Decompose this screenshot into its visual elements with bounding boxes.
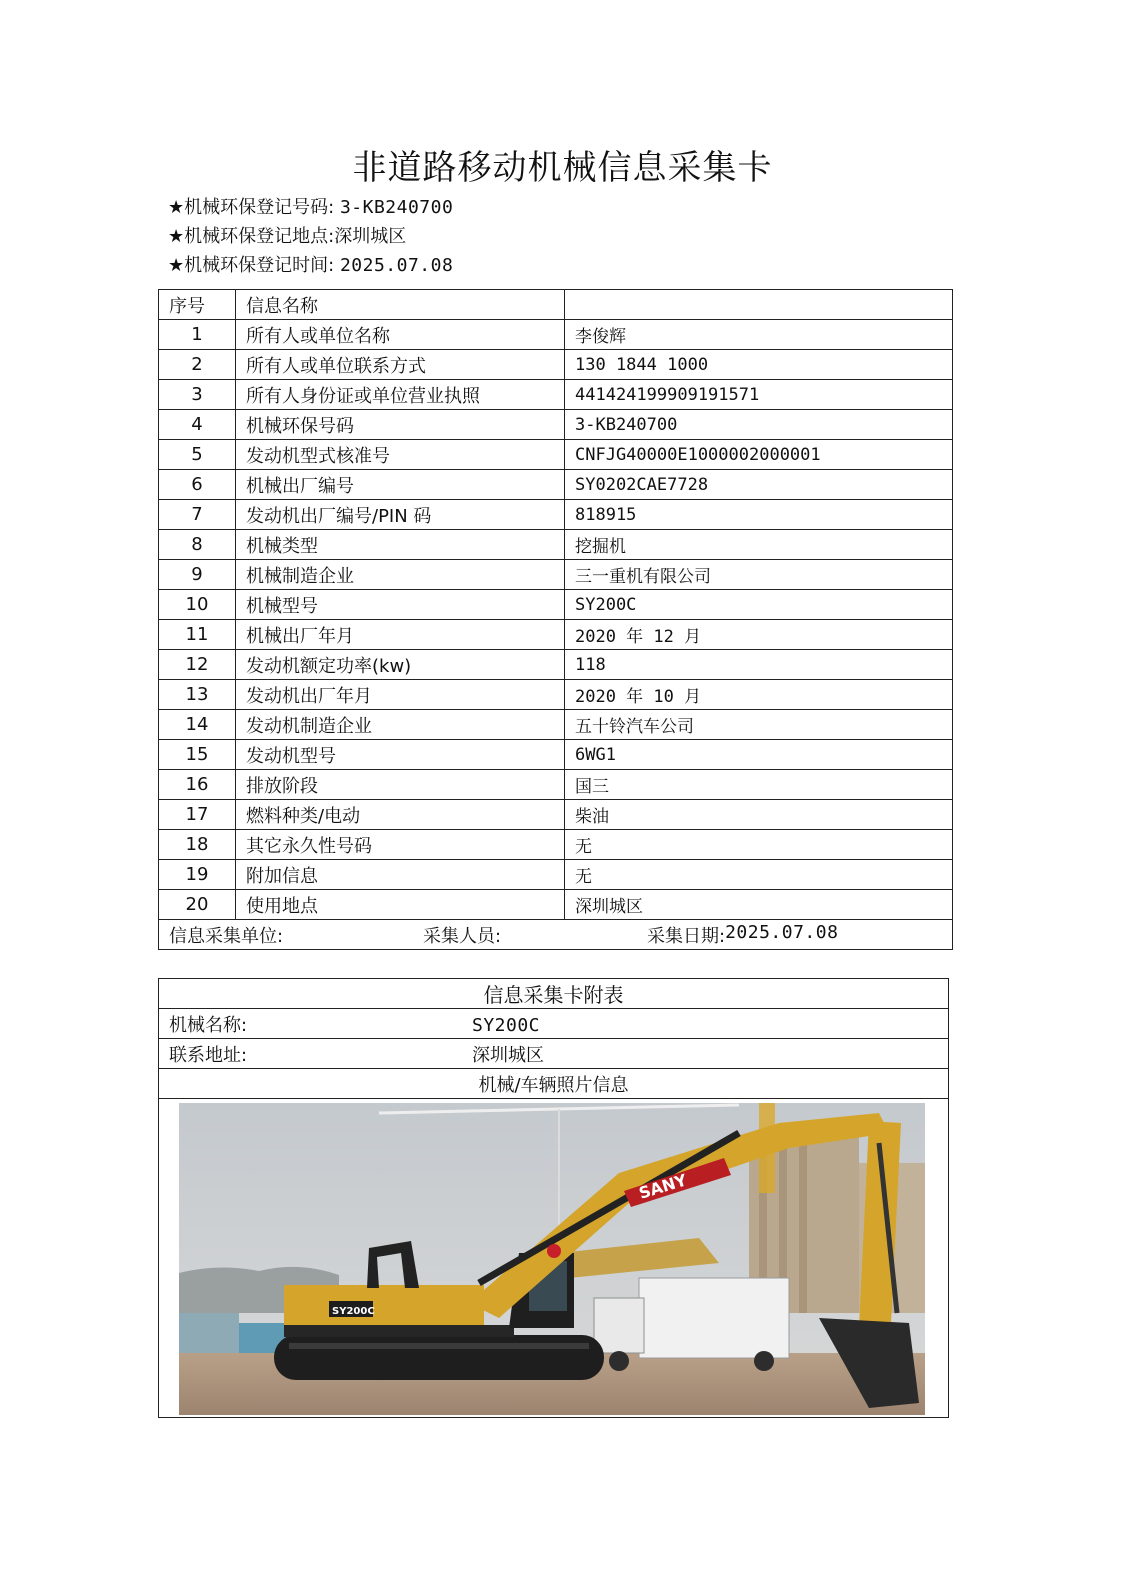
row-field-name: 机械出厂年月 — [236, 620, 565, 650]
header-value — [565, 290, 953, 320]
row-index: 10 — [159, 590, 236, 620]
registration-number-label: ★机械环保登记号码: — [168, 197, 335, 218]
table-row — [159, 380, 953, 410]
registration-number-value: 3-KB240700 — [339, 197, 454, 218]
row-index: 9 — [159, 560, 236, 590]
table-row — [159, 590, 953, 620]
registration-number — [168, 198, 453, 218]
header-name: 信息名称 — [236, 290, 565, 320]
row-field-name: 使用地点 — [236, 890, 565, 920]
row-index: 11 — [159, 620, 236, 650]
row-field-value: 6WG1 — [565, 740, 953, 770]
machine-name-value: SY200C — [472, 1014, 541, 1036]
row-field-value: 李俊辉 — [565, 320, 953, 350]
row-index: 19 — [159, 860, 236, 890]
row-index: 3 — [159, 380, 236, 410]
table-row — [159, 680, 953, 710]
machine-name-label: 机械名称: — [169, 1014, 248, 1036]
appendix-table — [158, 978, 949, 1418]
registration-time-value: 2025.07.08 — [339, 255, 454, 276]
table-header-row — [159, 290, 953, 320]
row-field-value: 2020 年 12 月 — [565, 620, 953, 650]
row-index: 1 — [159, 320, 236, 350]
table-row — [159, 890, 953, 920]
row-index: 4 — [159, 410, 236, 440]
table-row — [159, 830, 953, 860]
table-row — [159, 770, 953, 800]
table-row — [159, 860, 953, 890]
row-index: 7 — [159, 500, 236, 530]
table-row — [159, 320, 953, 350]
row-field-value: SY200C — [565, 590, 953, 620]
row-index: 16 — [159, 770, 236, 800]
row-field-value: 441424199909191571 — [565, 380, 953, 410]
row-index: 13 — [159, 680, 236, 710]
appendix-machine-row — [159, 1009, 949, 1039]
row-index: 2 — [159, 350, 236, 380]
row-field-name: 发动机制造企业 — [236, 710, 565, 740]
row-field-name: 机械类型 — [236, 530, 565, 560]
row-field-name: 发动机型式核准号 — [236, 440, 565, 470]
row-field-name: 所有人或单位名称 — [236, 320, 565, 350]
row-index: 5 — [159, 440, 236, 470]
table-row — [159, 350, 953, 380]
row-field-value: 无 — [565, 830, 953, 860]
footer-date-label: 采集日期: — [647, 925, 726, 947]
excavator-photo-illustration — [179, 1103, 925, 1415]
row-field-name: 所有人身份证或单位营业执照 — [236, 380, 565, 410]
row-field-name: 其它永久性号码 — [236, 830, 565, 860]
row-index: 17 — [159, 800, 236, 830]
row-field-name: 排放阶段 — [236, 770, 565, 800]
table-row — [159, 500, 953, 530]
appendix-photo-heading-row — [159, 1069, 949, 1099]
registration-time — [168, 256, 453, 276]
appendix-address-row — [159, 1039, 949, 1069]
row-field-name: 附加信息 — [236, 860, 565, 890]
row-field-name: 所有人或单位联系方式 — [236, 350, 565, 380]
row-field-value: 挖掘机 — [565, 530, 953, 560]
row-field-value: 三一重机有限公司 — [565, 560, 953, 590]
info-table — [158, 289, 953, 950]
registration-time-label: ★机械环保登记时间: — [168, 255, 335, 276]
photo-heading: 机械/车辆照片信息 — [159, 1069, 949, 1099]
row-field-name: 机械环保号码 — [236, 410, 565, 440]
row-field-value: 柴油 — [565, 800, 953, 830]
row-field-value: 2020 年 10 月 — [565, 680, 953, 710]
header-index: 序号 — [159, 290, 236, 320]
row-index: 15 — [159, 740, 236, 770]
row-field-value: 国三 — [565, 770, 953, 800]
row-field-name: 燃料种类/电动 — [236, 800, 565, 830]
registration-place — [168, 227, 406, 247]
row-field-name: 发动机出厂年月 — [236, 680, 565, 710]
table-row — [159, 470, 953, 500]
table-row — [159, 530, 953, 560]
row-field-value: 130 1844 1000 — [565, 350, 953, 380]
table-row — [159, 620, 953, 650]
appendix-photo-row — [159, 1099, 949, 1418]
row-field-value: SY0202CAE7728 — [565, 470, 953, 500]
footer-cell — [159, 920, 953, 950]
row-index: 6 — [159, 470, 236, 500]
photo-brand-text: SANY — [636, 1170, 689, 1203]
table-row — [159, 410, 953, 440]
row-field-value: 818915 — [565, 500, 953, 530]
excavator-photo — [179, 1103, 925, 1415]
row-field-value: 五十铃汽车公司 — [565, 710, 953, 740]
row-field-name: 机械制造企业 — [236, 560, 565, 590]
table-row — [159, 740, 953, 770]
photo-model-text: SY200C — [332, 1306, 375, 1317]
row-index: 8 — [159, 530, 236, 560]
registration-place-label: ★机械环保登记地点: — [168, 226, 335, 247]
row-field-name: 机械出厂编号 — [236, 470, 565, 500]
registration-place-value: 深圳城区 — [334, 226, 407, 247]
appendix-title: 信息采集卡附表 — [159, 979, 949, 1009]
table-footer-row — [159, 920, 953, 950]
table-row — [159, 440, 953, 470]
row-index: 14 — [159, 710, 236, 740]
row-field-value: 深圳城区 — [565, 890, 953, 920]
appendix-title-row — [159, 979, 949, 1009]
table-row — [159, 800, 953, 830]
row-field-name: 发动机额定功率(kw) — [236, 650, 565, 680]
table-row — [159, 710, 953, 740]
footer-date-value: 2025.07.08 — [725, 921, 839, 943]
footer-collector-label: 采集人员: — [423, 925, 502, 947]
table-row — [159, 650, 953, 680]
row-index: 18 — [159, 830, 236, 860]
row-field-name: 机械型号 — [236, 590, 565, 620]
document-title: 非道路移动机械信息采集卡 — [352, 148, 773, 188]
row-field-name: 发动机出厂编号/PIN 码 — [236, 500, 565, 530]
row-field-value: CNFJG40000E1000002000001 — [565, 440, 953, 470]
row-field-value: 118 — [565, 650, 953, 680]
row-field-value: 3-KB240700 — [565, 410, 953, 440]
row-index: 20 — [159, 890, 236, 920]
row-index: 12 — [159, 650, 236, 680]
table-row — [159, 560, 953, 590]
address-label: 联系地址: — [169, 1044, 248, 1066]
row-field-name: 发动机型号 — [236, 740, 565, 770]
row-field-value: 无 — [565, 860, 953, 890]
footer-unit-label: 信息采集单位: — [169, 925, 284, 947]
address-value: 深圳城区 — [472, 1044, 544, 1066]
